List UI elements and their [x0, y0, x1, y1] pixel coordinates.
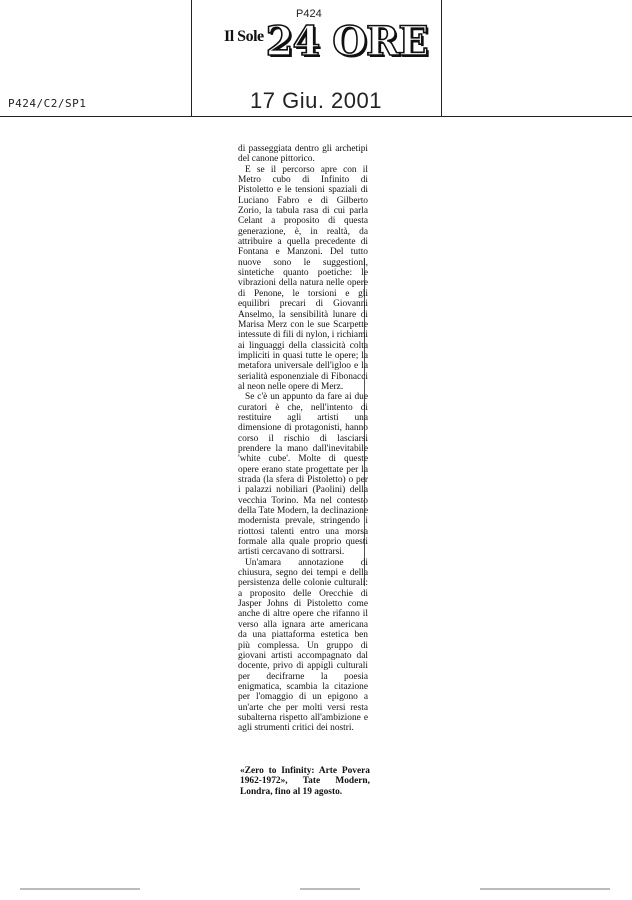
exhibition-credit: «Zero to Infinity: Arte Povera 1962-1972», Tate Modern, Londra, fino al 19 agosto.	[240, 766, 370, 797]
page-code: P424	[296, 8, 322, 20]
clipping-header	[0, 0, 632, 118]
header-divider-right	[441, 0, 442, 117]
article-paragraph: Se c'è un appunto da fare ai due curatori è che, nell'intento di restituire agli artisti una dimensione di protagonisti, hanno corso il rischio di lasciarsi prendere la mano dall'inevitabile 'white cube'. Molte di queste opere erano state progettate per la strada (la sfera di Pistoletto) o per i palazzi nobiliari (Paolini) della vecchia Torino. Ma nel contesto della Tate Modern, la declinazione modernista prevale, stringendo i riottosi talenti entro una morsa formale alla quale proprio questi artisti cercavano di sottrarsi.	[238, 392, 368, 558]
article-paragraph: E se il percorso apre con il Metro cubo di Infinito di Pistoletto e le tensioni spaziali di Luciano Fabro e di Gilberto Zorio, la tabula rasa di cui parla Celant a proposito di questa generazione, è, in realtà, da attribuire a quella precedente di Fontana e Manzoni. Del tutto nuove sono le suggestioni, sintetiche quanto poetiche: le vibrazioni della natura nelle opere di Penone, le torsioni e gli equilibri precari di Giovanni Anselmo, la sensibilità lunare di Marisa Merz con le sue Scarpette intessute di fili di nylon, i richiami ai linguaggi della classicità colta impliciti in quasi tutte le opere; la metafora universale dell'igloo e la serialità esponenziale di Fibonacci al neon nelle opere di Merz.	[238, 164, 368, 392]
header-divider-left	[191, 0, 192, 117]
article-column	[238, 144, 368, 734]
scan-artifact	[20, 888, 140, 890]
clip-id: P424/C2/SP1	[8, 97, 87, 110]
article-paragraph: di passeggiata dentro gli archetipi del canone pittorico.	[238, 144, 368, 165]
masthead-small-text: Il Sole	[224, 28, 264, 45]
header-bottom-rule	[0, 116, 632, 117]
newspaper-masthead	[224, 20, 428, 68]
scan-artifact	[480, 888, 610, 890]
publication-date: 17 Giu. 2001	[250, 88, 382, 113]
article-paragraph: Un'amara annotazione di chiusura, segno dei tempi e della persistenza delle colonie culturali: a proposito delle Orecchie di Jasper Johns di Pistoletto come anche di altre opere che rifanno il verso alla ignara arte americana da una piattaforma estetica ben più complessa. Un gruppo di giovani artisti accompagnato dal docente, privo di appigli culturali per decifrarne la poesia enigmatica, scambia la citazione per l'omaggio di un epigono a un'arte che per molti versi resta subalterna rispetto all'ambizione e agli strumenti critici dei nostri.	[238, 557, 368, 734]
scan-artifact	[300, 888, 360, 890]
masthead-big-text: 24 ORE	[265, 18, 428, 65]
